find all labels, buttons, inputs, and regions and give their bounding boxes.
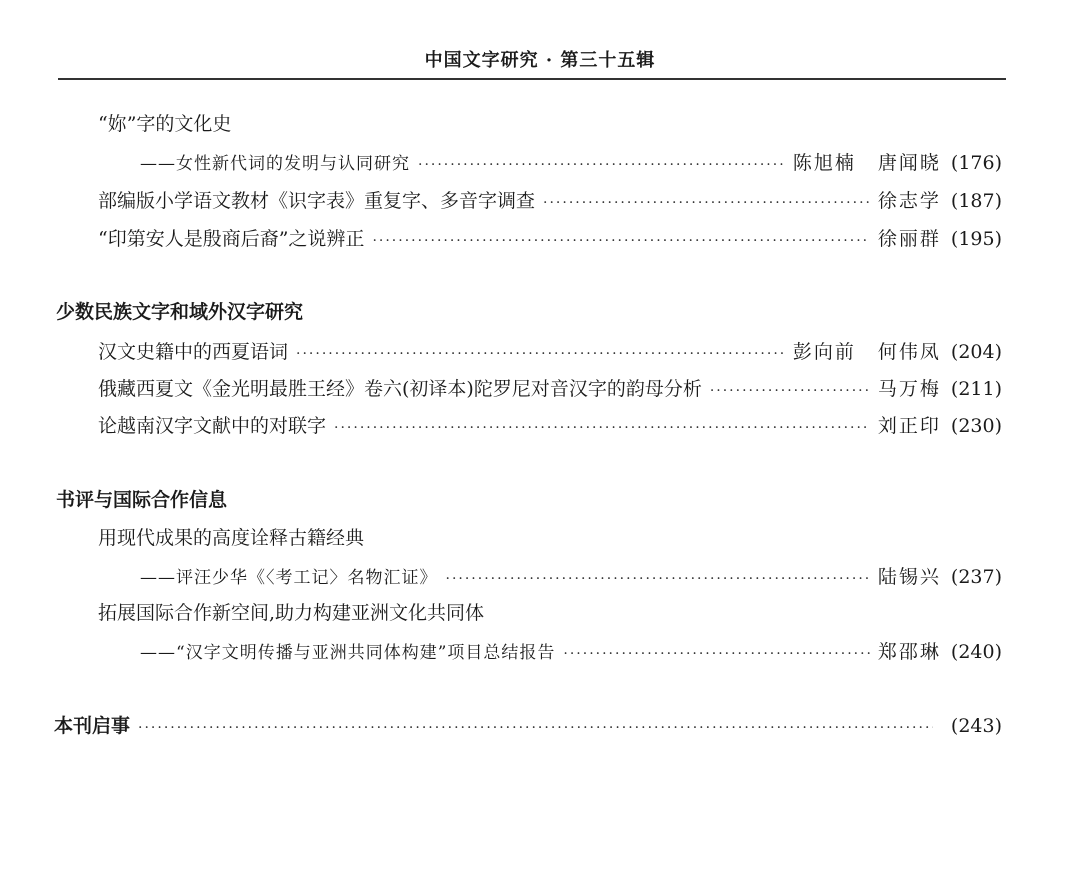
- toc-entry: [98, 224, 1002, 251]
- toc-entry-subtitle: ——女性新代词的发明与认同研究: [140, 154, 410, 174]
- toc-entry-title: 部编版小学语文教材《识字表》重复字、多音字调查: [98, 190, 536, 212]
- toc-notice-title: 本刊启事: [54, 715, 131, 737]
- toc-author: 陆锡兴: [877, 566, 941, 588]
- leader-dots: [710, 383, 870, 399]
- leader-dots: [296, 346, 785, 362]
- toc-entry-subtitle: ——评汪少华《〈考工记〉名物汇证》: [140, 568, 438, 588]
- toc-entry-title: 论越南汉字文献中的对联字: [98, 415, 327, 437]
- toc-page-number: (211): [950, 378, 1002, 400]
- section-heading: 书评与国际合作信息: [56, 489, 228, 511]
- toc-entry: [140, 562, 1002, 589]
- header-rule: [58, 78, 1006, 80]
- leader-dots: [418, 157, 785, 173]
- toc-entry-subtitle: ——“汉字文明传播与亚洲共同体构建”项目总结报告: [140, 643, 556, 663]
- toc-page-number: (195): [950, 228, 1002, 250]
- toc-author: 徐丽群: [877, 228, 941, 250]
- toc-page-number: (240): [950, 641, 1002, 663]
- running-header: 中国文字研究 · 第三十五辑: [424, 50, 656, 71]
- toc-author: 徐志学: [877, 190, 941, 212]
- toc-author: 马万梅: [877, 378, 941, 400]
- leader-dots: [138, 720, 933, 736]
- toc-entry-title: “印第安人是殷商后裔”之说辨正: [98, 228, 365, 250]
- leader-dots: [543, 195, 870, 211]
- toc-entry-title: 俄藏西夏文《金光明最胜王经》卷六(初译本)陀罗尼对音汉字的韵母分析: [98, 378, 702, 400]
- leader-dots: [446, 571, 870, 587]
- toc-entry: [140, 637, 1002, 664]
- toc-page-number: (237): [950, 566, 1002, 588]
- toc-page-number: (243): [950, 715, 1002, 737]
- toc-entry: [98, 186, 1002, 213]
- toc-entry: [98, 411, 1002, 438]
- toc-page-number: (187): [950, 190, 1002, 212]
- toc-entry: [140, 148, 1002, 175]
- toc-entry: [98, 374, 1002, 401]
- toc-entry-title: “妳”字的文化史: [98, 113, 232, 135]
- toc-page-number: (230): [950, 415, 1002, 437]
- toc-page-number: (204): [950, 341, 1002, 363]
- toc-entry: [98, 337, 1002, 364]
- toc-author: 陈旭楠: [792, 152, 856, 174]
- toc-entry-title: 用现代成果的高度诠释古籍经典: [98, 527, 365, 549]
- toc-author: 刘正印: [877, 415, 941, 437]
- toc-author: 郑邵琳: [877, 641, 941, 663]
- toc-entry-title: 拓展国际合作新空间,助力构建亚洲文化共同体: [98, 602, 485, 624]
- toc-entry-title: 汉文史籍中的西夏语词: [98, 341, 289, 363]
- toc-page-number: (176): [950, 152, 1002, 174]
- toc-entry: [54, 711, 1002, 738]
- toc-author: 何伟凤: [877, 341, 941, 363]
- leader-dots: [563, 646, 870, 662]
- toc-author: 唐闻晓: [877, 152, 941, 174]
- leader-dots: [372, 233, 869, 249]
- section-heading: 少数民族文字和域外汉字研究: [56, 301, 304, 323]
- leader-dots: [334, 420, 870, 436]
- toc-author: 彭向前: [792, 341, 856, 363]
